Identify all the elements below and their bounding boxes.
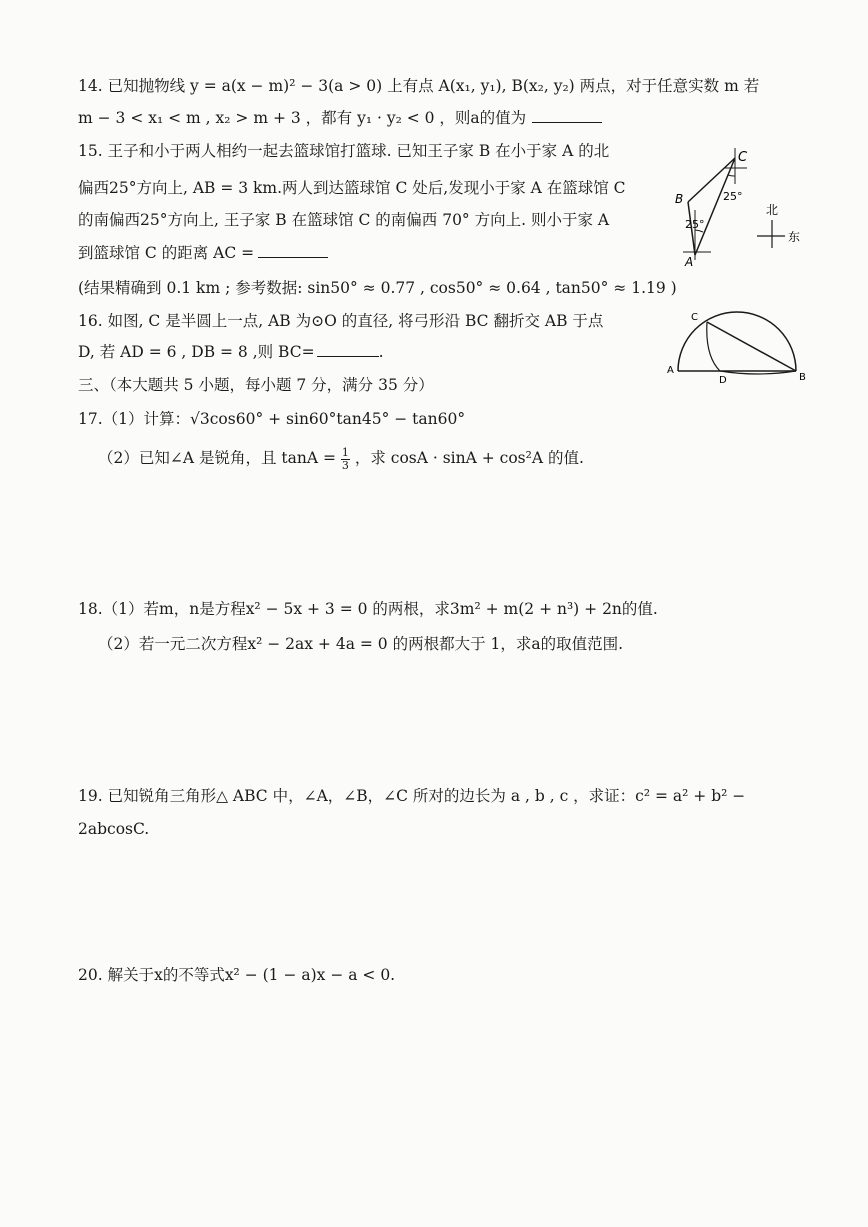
q15-label-angle-c: 25° — [723, 190, 743, 203]
section-3-heading: 三、（本大题共 5 小题，每小题 7 分，满分 35 分） — [78, 376, 434, 394]
q15-line3: 的南偏西25°方向上, 王子家 B 在篮球馆 C 的南偏西 70° 方向上. 则小于家 A — [78, 211, 610, 229]
q14-line1: 14. 已知抛物线 y = a(x − m)² − 3(a > 0) 上有点 A(x₁, y₁), B(x₂, y₂) 两点，对于任意实数 m 若 — [78, 77, 760, 95]
q16-line2-end: . — [378, 343, 384, 361]
q14-line2 — [78, 109, 602, 128]
q15-line2: 偏西25°方向上, AB = 3 km.两人到达篮球馆 C 处后,发现小于家 A 在篮球馆 C — [78, 179, 626, 197]
q19-line2: 2abcosC. — [78, 820, 150, 838]
q16-answer-blank — [317, 356, 379, 357]
q16-label-b: B — [799, 372, 806, 383]
q20-line1: 20. 解关于x的不等式x² − (1 − a)x − a < 0. — [78, 966, 396, 984]
q15-label-b: B — [675, 192, 684, 206]
q17-fraction-denominator: 3 — [341, 458, 349, 472]
q16-label-a: A — [667, 365, 674, 376]
q17-part2-suffix: ，求 cosA · sinA + cos²A 的值. — [354, 449, 584, 468]
q15-label-east: 东 — [788, 230, 801, 244]
q17-part1: 17.（1）计算：√3cos60° + sin60°tan45° − tan60° — [78, 410, 466, 428]
q15-label-north: 北 — [766, 203, 779, 217]
q16-label-d: D — [719, 375, 727, 385]
q16-line1: 16. 如图, C 是半圆上一点, AB 为⊙O 的直径, 将弓形沿 BC 翻折交 AB 于点 — [78, 312, 604, 330]
q15-label-angle-a: 25° — [685, 218, 705, 231]
q15-figure — [655, 148, 825, 268]
q15-line4-text: 到篮球馆 C 的距离 AC = — [78, 244, 255, 262]
q17-fraction — [341, 447, 350, 471]
q15-angle-arc-c — [728, 175, 735, 176]
q14-line2-text: m − 3 < x₁ < m , x₂ > m + 3 ，都有 y₁ · y₂ < 0 ，则a的值为 — [78, 109, 527, 127]
q15-line5: (结果精确到 0.1 km ; 参考数据: sin50° ≈ 0.77 , cos50° ≈ 0.64 , tan50° ≈ 1.19 ) — [78, 279, 677, 297]
q17-fraction-numerator: 1 — [341, 446, 349, 459]
q15-line4 — [78, 244, 328, 263]
q15-line1: 15. 王子和小于两人相约一起去篮球馆打篮球. 已知王子家 B 在小于家 A 的北 — [78, 142, 610, 160]
q19-line1: 19. 已知锐角三角形△ ABC 中，∠A，∠B，∠C 所对的边长为 a , b , c ，求证：c² = a² + b² − — [78, 787, 746, 805]
q15-segment-ca — [695, 158, 735, 255]
q14-answer-blank — [532, 122, 602, 123]
q16-line2 — [78, 343, 384, 362]
q15-answer-blank — [258, 257, 328, 258]
q18-part2: （2）若一元二次方程x² − 2ax + 4a = 0 的两根都大于 1，求a的取值范围. — [98, 635, 624, 653]
q17-part2 — [98, 447, 584, 471]
q17-part2-prefix: （2）已知∠A 是锐角，且 tanA = — [98, 449, 336, 468]
q16-chord-bc — [707, 322, 796, 371]
q15-label-a: A — [685, 255, 694, 268]
q18-part1: 18.（1）若m，n是方程x² − 5x + 3 = 0 的两根，求3m² + m(2 + n³) + 2n的值. — [78, 600, 658, 618]
q16-label-c: C — [691, 312, 698, 323]
q16-line2-text: D, 若 AD = 6 , DB = 8 ,则 BC= — [78, 343, 315, 361]
q15-label-c: C — [738, 150, 748, 165]
q16-figure — [665, 300, 815, 385]
